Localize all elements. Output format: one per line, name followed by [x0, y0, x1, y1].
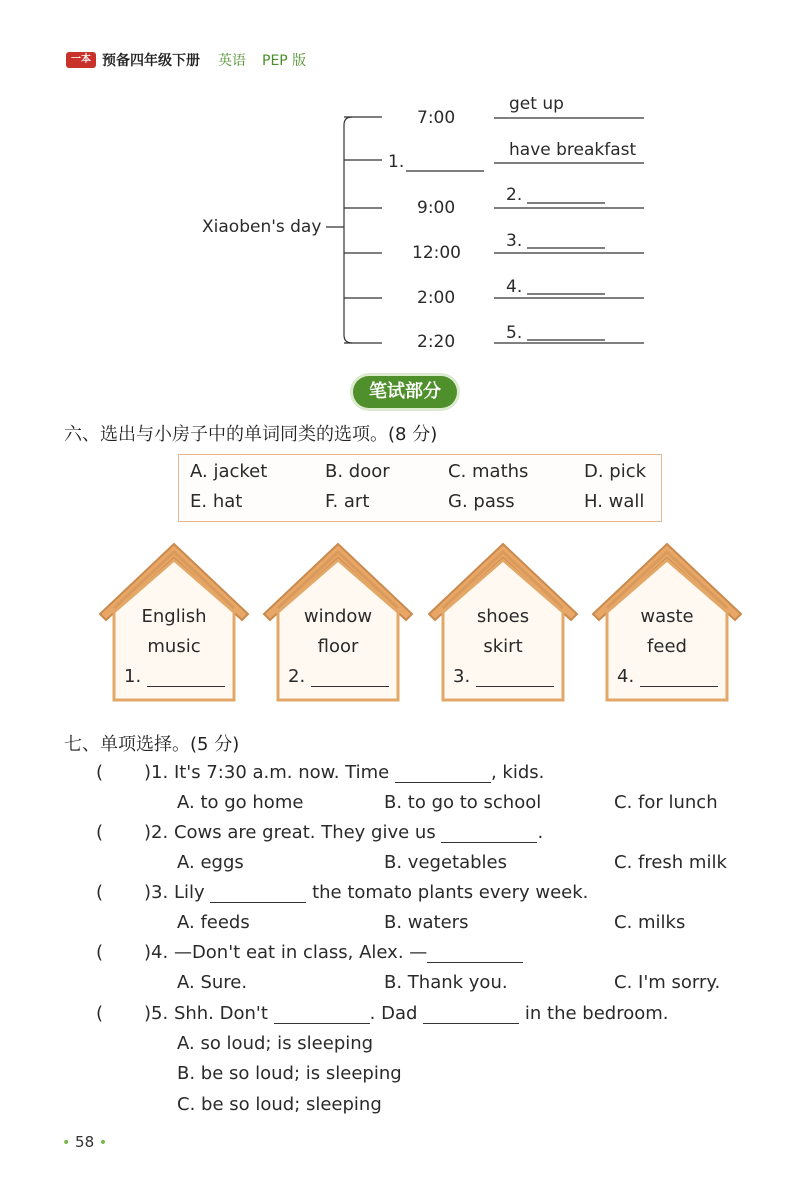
choice-4c: C. I'm sorry.	[614, 972, 721, 993]
answer-paren[interactable]: (	[96, 762, 104, 783]
activity-blank-3[interactable]: 3.	[506, 231, 523, 251]
choice-3a: A. feeds	[177, 912, 250, 933]
question-text: Shh. Don't	[173, 1003, 268, 1024]
question-text-end: in the bedroom.	[524, 1003, 669, 1024]
choice-5a: A. so loud; is sleeping	[177, 1033, 374, 1054]
question-text-end: .	[537, 822, 544, 843]
answer-line	[311, 666, 389, 687]
question-1	[144, 762, 544, 783]
house-word-2: skirt	[483, 636, 523, 657]
time-3: 9:00	[417, 198, 456, 218]
choice-1b: B. to go to school	[384, 792, 542, 813]
answer-blank-1[interactable]	[274, 1005, 370, 1024]
publisher-logo: 一本	[66, 52, 96, 68]
choice-2c: C. fresh milk	[614, 852, 727, 873]
answer-line	[640, 666, 718, 687]
activity-2: have breakfast	[509, 140, 637, 160]
option-h: H. wall	[584, 491, 645, 512]
time-5: 2:00	[417, 288, 456, 308]
house-answer-blank[interactable]	[124, 666, 225, 687]
question-text: —Don't eat in class, Alex.	[173, 942, 404, 963]
choice-5c: C. be so loud; sleeping	[177, 1094, 382, 1115]
part6-heading: 六、选出与小房子中的单词同类的选项。(8 分)	[64, 424, 438, 445]
house-number: 2.	[288, 666, 306, 687]
question-2	[144, 822, 543, 843]
house-number: 1.	[124, 666, 142, 687]
question-3	[144, 882, 588, 903]
question-number: )2.	[144, 822, 169, 843]
time-blank-1[interactable]: 1.	[388, 152, 405, 172]
house-2	[260, 540, 410, 710]
question-number: )4.	[144, 942, 169, 963]
option-e: E. hat	[190, 491, 243, 512]
time-1: 7:00	[417, 108, 456, 128]
house-4	[589, 540, 739, 710]
written-section-badge: 笔试部分	[353, 376, 457, 408]
house-word-2: music	[147, 636, 201, 657]
house-word-1: shoes	[476, 606, 530, 627]
page-dot-left: •	[62, 1135, 71, 1151]
book-title: 预备四年级下册	[102, 53, 200, 69]
choice-4a: A. Sure.	[177, 972, 248, 993]
answer-blank-2[interactable]	[423, 1005, 519, 1024]
house-number: 3.	[453, 666, 471, 687]
mindmap-center: Xiaoben's day	[202, 217, 322, 237]
response-dash: —	[409, 942, 428, 963]
option-d: D. pick	[584, 461, 647, 482]
time-6: 2:20	[417, 332, 456, 352]
subject-label: 英语	[218, 53, 246, 69]
house-word-1: waste	[640, 606, 694, 627]
house-word-1: window	[303, 606, 373, 627]
part7-heading: 七、单项选择。(5 分)	[64, 734, 240, 755]
activity-blank-2[interactable]: 2.	[506, 185, 523, 205]
time-4: 12:00	[412, 243, 461, 263]
activity-1: get up	[509, 94, 564, 114]
page-number-text: 58	[75, 1133, 95, 1151]
question-text: It's 7:30 a.m. now. Time	[173, 762, 390, 783]
question-text-end: the tomato plants every week.	[312, 882, 589, 903]
question-text-end: , kids.	[490, 762, 545, 783]
question-number: )1.	[144, 762, 169, 783]
edition-label: PEP 版	[262, 53, 307, 69]
choice-2a: A. eggs	[177, 852, 244, 873]
question-text: Cows are great. They give us	[173, 822, 436, 843]
answer-blank[interactable]	[210, 884, 306, 903]
house-answer-blank[interactable]	[288, 666, 389, 687]
answer-line	[476, 666, 554, 687]
activity-blank-4[interactable]: 4.	[506, 277, 523, 297]
choice-3b: B. waters	[384, 912, 469, 933]
answer-paren[interactable]: (	[96, 1003, 104, 1024]
answer-blank[interactable]	[427, 944, 523, 963]
question-text: Lily	[173, 882, 205, 903]
choice-3c: C. milks	[614, 912, 686, 933]
house-word-2: floor	[317, 636, 359, 657]
option-f: F. art	[325, 491, 370, 512]
activity-blank-5[interactable]: 5.	[506, 323, 523, 343]
option-g: G. pass	[448, 491, 515, 512]
choice-5b: B. be so loud; is sleeping	[177, 1063, 402, 1084]
answer-line	[147, 666, 225, 687]
house-answer-blank[interactable]	[617, 666, 718, 687]
option-c: C. maths	[448, 461, 529, 482]
mindmap-lines	[0, 0, 800, 370]
answer-blank[interactable]	[395, 764, 491, 783]
answer-blank[interactable]	[441, 824, 537, 843]
choice-2b: B. vegetables	[384, 852, 507, 873]
house-word-1: English	[141, 606, 207, 627]
house-answer-blank[interactable]	[453, 666, 554, 687]
page-dot-right: •	[98, 1135, 108, 1151]
question-text-mid: . Dad	[369, 1003, 418, 1024]
question-number: )5.	[144, 1003, 169, 1024]
choice-4b: B. Thank you.	[384, 972, 508, 993]
choice-1c: C. for lunch	[614, 792, 718, 813]
house-1	[96, 540, 246, 710]
option-b: B. door	[325, 461, 390, 482]
house-3	[425, 540, 575, 710]
option-a: A. jacket	[190, 461, 268, 482]
question-number: )3.	[144, 882, 169, 903]
page-number	[62, 1133, 107, 1151]
answer-paren[interactable]: (	[96, 942, 104, 963]
question-5	[144, 1003, 669, 1024]
question-4	[144, 942, 523, 963]
choice-1a: A. to go home	[177, 792, 304, 813]
house-number: 4.	[617, 666, 635, 687]
answer-paren[interactable]: (	[96, 822, 104, 843]
answer-paren[interactable]: (	[96, 882, 104, 903]
house-word-2: feed	[647, 636, 687, 657]
